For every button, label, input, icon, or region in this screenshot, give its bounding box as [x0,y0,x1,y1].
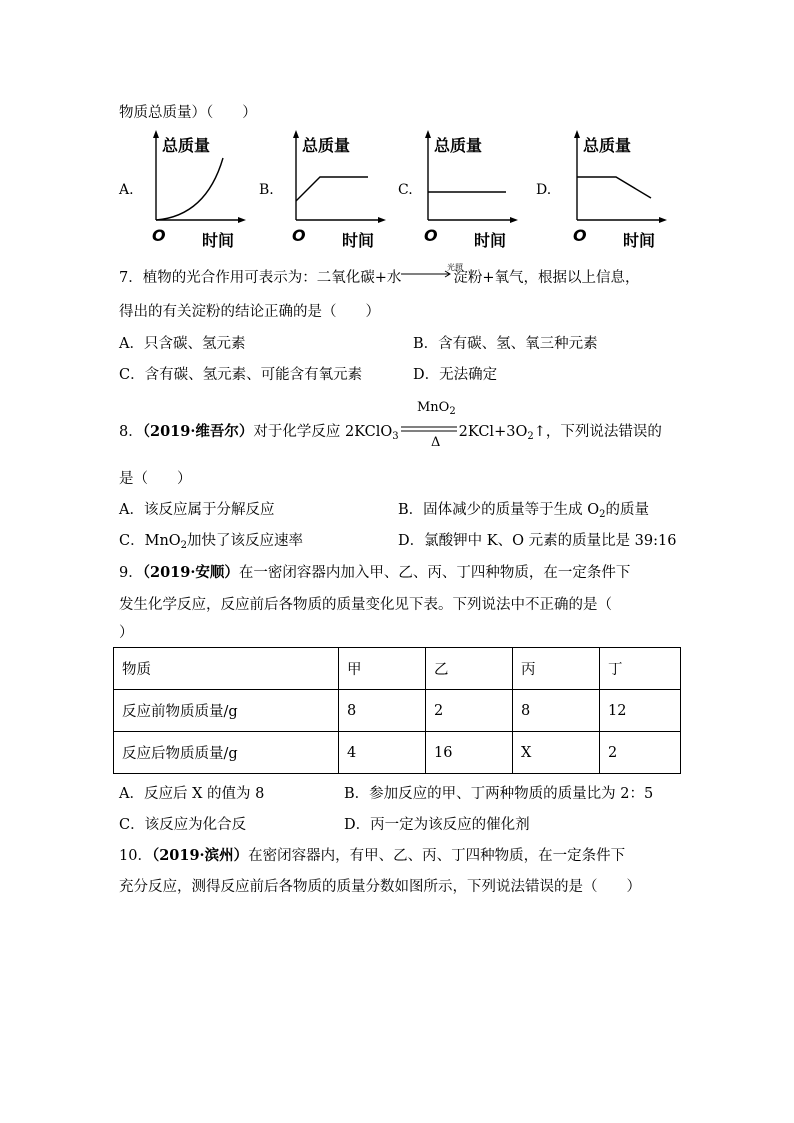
table-header-row [114,648,681,690]
table-cell: 8 [339,690,426,732]
q8-product: 2KCl+3O [458,424,528,440]
table-header-cell: 丙 [513,648,600,690]
q6-option-c-label: C. [398,182,413,198]
q9-option-a: A．反应后 X 的值为 8 [119,786,265,802]
table-cell: 反应后物质质量/g [114,732,339,774]
q9-stem-line3: ） [119,625,134,641]
q8-sub3: 3 [392,431,399,442]
table-cell: 8 [513,690,600,732]
q8-text1: 对于化学反应 2KClO [253,424,393,440]
table-cell: 2 [600,732,681,774]
q8-catalyst: MnO$_2$ [417,400,456,417]
table-header-cell: 甲 [339,648,426,690]
q6-option-b-label: B. [259,182,274,198]
q7-stem-part1: 7．植物的光合作用可表示为：二氧化碳+水 [119,270,402,286]
q9-stem-line2: 发生化学反应，反应前后各物质的质量变化见下表。下列说法中不正确的是（ [119,597,612,613]
table-cell: X [513,732,600,774]
q8-heat-symbol: Δ [431,435,441,450]
q9-number: 9． [119,565,143,581]
q7-stem-line1 [119,266,640,287]
q8-text2: ↑，下列说法错误的 [533,424,662,440]
q8-number: 8． [119,424,143,440]
q8-stem-line2: 是（ ） [119,471,192,487]
q6-graph-b-origin: O [292,226,306,245]
q8-equals-sign [399,421,459,437]
q6-graph-d-xlabel: 时间 [623,231,656,250]
q6-graph-b-xlabel: 时间 [342,231,375,250]
q8-option-c: C．MnO$_2$加快了该反应速率 [119,533,304,551]
q9-data-table [113,647,681,774]
q8-product-sub: 2 [527,431,534,442]
q9-option-b: B．参加反应的甲、丁两种物质的质量比为 2：5 [344,786,654,802]
q9-source: （2019·安顺） [142,564,239,581]
q10-line1-text: 在密闭容器内，有甲、乙、丙、丁四种物质，在一定条件下 [248,848,626,864]
q6-graph-a-origin: O [152,226,166,245]
q6-graph-a-xlabel: 时间 [202,231,235,250]
q7-option-c: C．含有碳、氢元素、可能含有氧元素 [119,367,363,383]
table-cell: 16 [426,732,513,774]
q7-stem-line2: 得出的有关淀粉的结论正确的是（ ） [119,304,380,320]
q8-stem-line1 [119,420,662,442]
reaction-arrow [401,266,453,282]
q8-source: （2019·维吾尔） [142,423,254,440]
q6-option-d-label: D. [536,182,552,198]
table-header-cell: 丁 [600,648,681,690]
q9-option-c: C．该反应为化合反 [119,817,247,833]
q10-source: （2019·滨州） [151,847,249,864]
q6-graph-c-origin: O [424,226,438,245]
table-cell: 12 [600,690,681,732]
table-header-cell: 乙 [426,648,513,690]
q6-graph-a-ylabel: 总质量 [162,136,211,155]
q9-option-d: D．丙一定为该反应的催化剂 [344,817,530,833]
q7-option-d: D．无法确定 [413,367,498,383]
q6-graph-c-ylabel: 总质量 [434,136,483,155]
q10-stem-line1 [119,844,625,865]
table-cell: 4 [339,732,426,774]
q7-option-a: A．只含碳、氢元素 [119,336,246,352]
q7-stem-part2: 淀粉+氧气，根据以上信息， [453,270,640,286]
q10-stem-line2: 充分反应，测得反应前后各物质的质量分数如图所示，下列说法错误的是（ ） [119,879,641,895]
q9-line1-text: 在一密闭容器内加入甲、乙、丙、丁四种物质，在一定条件下 [238,565,631,581]
table-header-cell: 物质 [114,648,339,690]
q6-stem-tail: 物质总质量）（ ） [119,105,257,121]
q8-option-a: A．该反应属于分解反应 [119,502,275,518]
q6-graph-d-ylabel: 总质量 [583,136,632,155]
q10-number: 10． [119,848,152,864]
table-cell: 2 [426,690,513,732]
table-row [114,690,681,732]
table-cell: 反应前物质质量/g [114,690,339,732]
q8-option-d: D．氯酸钾中 K、O 元素的质量比是 39:16 [398,533,677,549]
q7-option-b: B．含有碳、氢、氧三种元素 [413,336,598,352]
q8-option-b: B．固体减少的质量等于生成 $O_2$的质量 [398,502,650,520]
q6-graph-c-xlabel: 时间 [474,231,507,250]
q6-graph-d-origin: O [573,226,587,245]
q6-graph-b-ylabel: 总质量 [302,136,351,155]
q9-stem-line1 [119,561,630,582]
table-row [114,732,681,774]
q6-option-a-label: A. [119,182,134,198]
q7-light-condition: 光照 [447,263,463,272]
